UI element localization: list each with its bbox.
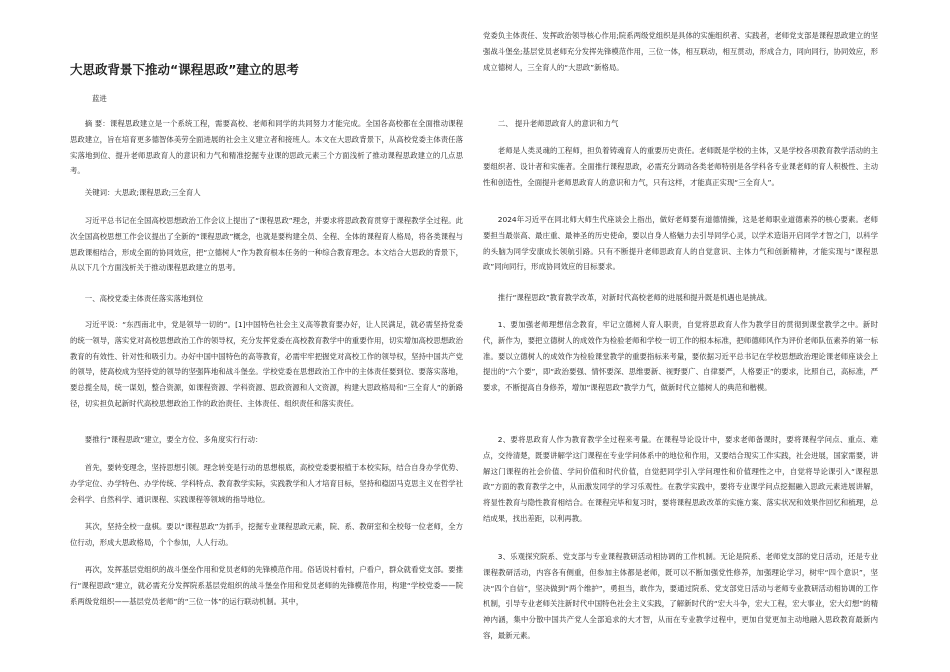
section-heading-2: 二、 提升老师思政育人的意识和力气 [497,119,619,128]
keywords: 关键词：大思政;课程思政;三全育人 [84,188,201,197]
abstract: 摘 要：课程思政建立是一个系统工程，需要高校、老师和同学的共同努力才能完成。全国各高校都在全面推动课程思政建立，旨在培育更多德智体美劳全面进展的社会主义建立者和接班人。本文在大思政背景下，从高校党委主体责任落实落地到位、提升老师思政育人的意识和力气和精准挖掘专业课的思政元素三个方面浅析了推动课程思政建立的几点思考。 [70,119,463,176]
paragraph: 党委负主体责任、发挥政治领导核心作用;院系两级党组织是具体的实施组织者、实践者，老师党支部是课程思政建立的坚强战斗堡垒;基层党员老师充分发挥先锋模范作用，三位一体，相互联动，相互贯动，形成合力，同向同行，协同效应，形成立德树人，三全育人的“大思政”新格局。 [483,31,878,72]
page-title: 大思政背景下推动“课程思政”建立的思考 [70,62,299,77]
paragraph: 3、乐观探究院系、党支部与专业课程教研活动相协调的工作机制。无论是院系、老师党支部的党日活动，还是专业课程教研活动，内容各有侧重，但参加主体都是老师，既可以不断加强党性修养，加强理论学习，树牢“四个意识”，坚决“四个自信”，坚决做到“两个维护”，勇担当，敢作为，要通过院系、党支部党日活动与老师专业教研活动相协调的工作机制，引导专业老师关注新时代中国特色社会主义实践，了解新时代的“宏大斗争，宏大工程，宏大事业，宏大幻想”的精神内涵，集中分散中国共产党人全部追求的大才智，从而在专业教学过程中，更加自觉更加主动地融入思政教育最新内容，最新元素。 [483,552,878,640]
paragraph: 1、要加强老师理想信念教育，牢记立德树人育人职责，自觉将思政育人作为教学目的贯彻到课堂教学之中。新时代，新作为，要把立德树人的成效作为检验老师和学校一切工作的根本标准，把师德师风作为评价老师队伍素养的第一标准。要以立德树人的成效作为检验课堂教学的重要指标来考量，要依据习近平总书记在学校思想政治理论课老师座谈会上提出的“六个要”，即“政治要强、情怀要深、思维要新、视野要广、自律要严，人格要正”的要求，比照自己，高标准，严要求，不断提高自身修养，增加“课程思政”教学力气，做新时代立德树人的典范和楷模。 [483,320,878,393]
paragraph: 再次，发挥基层党组织的战斗堡垒作用和党员老师的先锋模范作用。俗话说村看村，户看户，群众就看党支部。要推行“课程思政”建立，就必需充分发挥院系基层党组织的战斗堡垒作用和党员老师的先锋模范作用，构建“学校党委——院系两级党组织——基层党员老师”的“三位一体”的运行联动机制。其中， [70,565,463,606]
paragraph: 首先，要转变理念，坚持思想引领。理念转变是行动的思想根底，高校党委要根植于本校实际，结合自身办学优势、办学定位、办学特色、办学传统、学科特点、教育教学实际，实践教学和人才培育目标，坚持和稳固马克思主义在哲学社会科学、自然科学、通识课程、实践课程等领域的指导地位。 [70,463,463,504]
intro-paragraph: 习近平总书记在全国高校思想政治工作会议上提出了“课程思政”理念，并要求将思政教育贯穿于课程教学全过程。此次全国高校思想工作会议提出了全新的“课程思政”概念，也就是要构建全员、全程、全体的课程育人格局，将各类课程与思政课相结合，形成全面的协同效应，把“立德树人”作为教育根本任务的一种综合教育理念。本文结合大思政的背景下，从以下几个方面浅析关于推动课程思政建立的思考。 [70,216,463,273]
paragraph: 其次，坚持全校一盘棋。要以“课程思政”为抓手，挖掘专业课程思政元素，院、系、教研室和全校每一位老师，全方位行动，形成大思政格局，个个参加，人人行动。 [70,522,463,547]
paragraph: 要推行“课程思政”建立，要全方位、多角度实行行动： [84,435,263,444]
author: 蓝进 [92,94,107,103]
paragraph: 老师是人类灵魂的工程师，担负着铸魂育人的重要历史责任。老师既是学校的主体，又是学校各项教育教学活动的主要组织者、设计者和实施者。全面推行课程思政，必需充分调动各类老师特别是各学科各专业课老师的育人积极性、主动性和创造性，全面提升老师思政育人的意识和力气，只有这样，才能真正实现“三全育人”。 [483,146,878,187]
paragraph: 2024年习近平在同北师大师生代座谈会上指出，做好老师要有道德情操，这是老师职业道德素养的核心要素。老师要担当最崇高、最庄重、最神圣的历史使命，要以自身人格魅力去引导同学心灵，以学术造诣开启同学才智之门，以科学的头脑为同学安康成长领航引路。只有不断提升老师思政育人的自觉意识、主体力气和创新精神，才能实现与“课程思政”同向同行，形成协同效应的目标要求。 [483,215,878,272]
paragraph: 推行“课程思政”教育教学改革，对新时代高校老师的进展和提升既是机遇也是挑战。 [497,293,772,302]
paragraph: 2、要将思政育人作为教育教学全过程来考量。在课程导论设计中，要求老师备课时，要将课程学问点、重点、难点，交待清楚，既要讲解学这门课程在专业学问体系中的地位和作用，又要结合现实工作实践，社会进展，国家需要，讲解这门课程的社会价值、学问价值和时代价值，自觉把同学引入学问理性和价值理性之中，自觉将导论课引入“课程思政”方面的教育教学之中，从而激发同学的学习乐观性。在教学实践中，要将专业课学问点挖掘融入思政元素进展讲解，将显性教育与隐性教育相结合。在课程完毕和复习时，要将课程思政改革的实施方案、落实状况和效果作回忆和梳理，总结成果，找出差距，以利再教。 [483,435,878,523]
paragraph: 习近平说：“东西南北中，党是领导一切的”。[1]中国特色社会主义高等教育要办好，让人民满足，就必需坚持党委的统一领导，落实党对高校思想政治工作的领导权，充分发挥党委在高校教育教学中的重要作用，切实增加高校思想政治教育的有效性、针对性和吸引力。办好中国中国特色的高等教育，必需牢牢把握党对高校工作的领导权，坚持中国共产党的领导，使高校成为坚持党的领导的坚强阵地和战斗堡垒。学校党委在思想政治工作中的主体责任要到位、要落实落地，要总揽全局，统一谋划，整合资源，如课程资源、学科资源、思政资源和人文资源，构建大思政格局和“三全育人”的新路径，切实担负起新时代高校思想政治工作的政治责任、主体责任、组织责任和落实责任。 [70,320,463,408]
section-heading-1: 一、高校党委主体责任落实落地到位 [84,294,204,303]
